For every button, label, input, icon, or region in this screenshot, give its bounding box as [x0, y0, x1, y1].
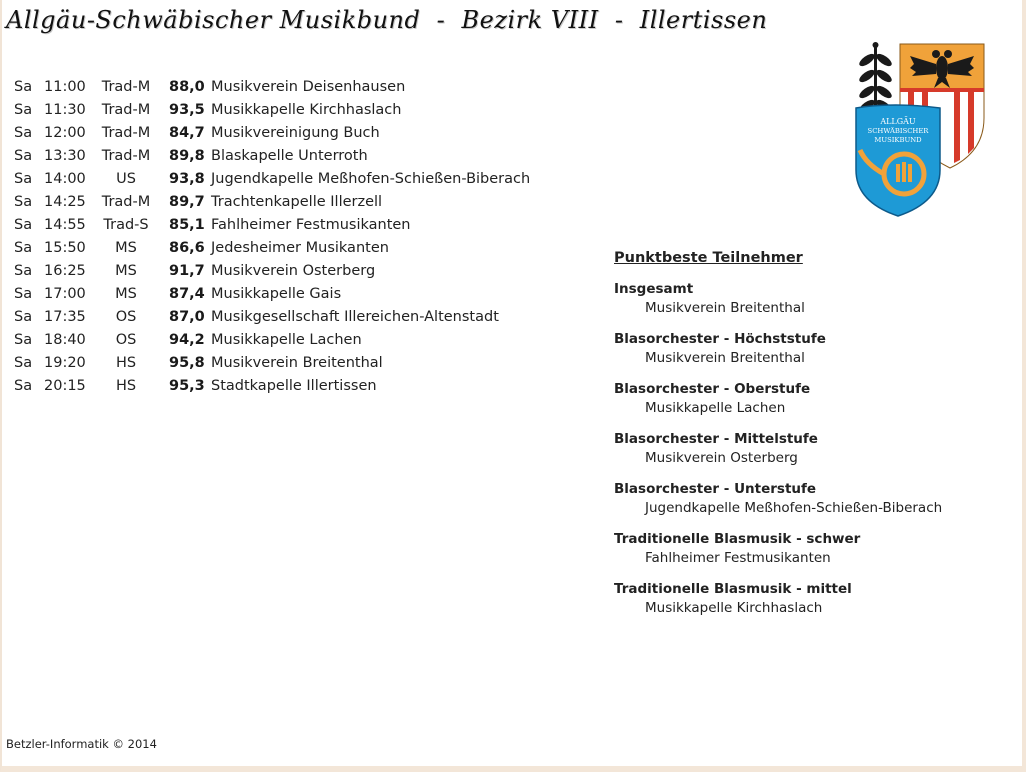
time: 20:15 [44, 378, 86, 394]
category-block [614, 580, 1014, 618]
category-name: Insgesamt [614, 281, 694, 297]
score: 95,8 [169, 355, 205, 371]
band-name: Musikverein Osterberg [211, 263, 376, 279]
day: Sa [14, 378, 33, 394]
time: 19:20 [44, 355, 86, 371]
logo-text: MUSIKBUND [874, 136, 922, 144]
band-name: Musikkapelle Gais [211, 286, 342, 302]
class: Trad-M [101, 79, 151, 95]
class: HS [115, 355, 137, 371]
category-winner: Musikverein Osterberg [645, 450, 798, 466]
score: 87,4 [169, 286, 205, 302]
category-name: Blasorchester - Unterstufe [614, 481, 817, 497]
class: MS [115, 286, 137, 302]
class: MS [115, 263, 137, 279]
category-winner: Musikverein Breitenthal [645, 300, 805, 316]
score: 89,7 [169, 194, 205, 210]
band-name: Stadtkapelle Illertissen [211, 378, 377, 394]
category-winner: Jugendkapelle Meßhofen-Schießen-Biberach [645, 500, 943, 516]
band-name: Musikkapelle Lachen [211, 332, 362, 348]
category-block [614, 530, 1014, 568]
footer-copyright: Betzler-Informatik © 2014 [6, 737, 157, 751]
day: Sa [14, 171, 33, 187]
time: 16:25 [44, 263, 86, 279]
band-name: Musikverein Deisenhausen [211, 79, 406, 95]
class: Trad-M [101, 125, 151, 141]
class: OS [115, 309, 137, 325]
day: Sa [14, 332, 33, 348]
score: 91,7 [169, 263, 205, 279]
score: 86,6 [169, 240, 205, 256]
time: 11:00 [44, 79, 86, 95]
category-name: Blasorchester - Höchststufe [614, 331, 826, 347]
band-name: Musikgesellschaft Illereichen-Altenstadt [211, 309, 499, 325]
time: 14:55 [44, 217, 86, 233]
band-name: Musikvereinigung Buch [211, 125, 380, 141]
time: 18:40 [44, 332, 86, 348]
time: 11:30 [44, 102, 86, 118]
band-name: Musikverein Breitenthal [211, 355, 383, 371]
best-participants-panel [614, 250, 1014, 630]
time: 14:00 [44, 171, 86, 187]
page-title: Allgäu-Schwäbischer Musikbund - Bezirk VIII - Illertissen [6, 6, 768, 34]
logo-text: SCHWÄBISCHER [867, 127, 929, 135]
day: Sa [14, 125, 33, 141]
day: Sa [14, 217, 33, 233]
time: 13:30 [44, 148, 86, 164]
best-participants-title: Punktbeste Teilnehmer [614, 250, 803, 266]
day: Sa [14, 148, 33, 164]
category-block [614, 280, 1014, 318]
day: Sa [14, 240, 33, 256]
time: 17:00 [44, 286, 86, 302]
organ-pipes-icon [896, 162, 912, 182]
score: 87,0 [169, 309, 205, 325]
category-winner: Musikkapelle Kirchhaslach [645, 600, 823, 616]
logo-text: ALLGÄU [880, 117, 916, 126]
score: 94,2 [169, 332, 205, 348]
category-block [614, 330, 1014, 368]
band-name: Musikkapelle Kirchhaslach [211, 102, 402, 118]
score: 93,8 [169, 171, 205, 187]
score: 85,1 [169, 217, 205, 233]
class: Trad-M [101, 102, 151, 118]
category-block [614, 430, 1014, 468]
day: Sa [14, 286, 33, 302]
score: 84,7 [169, 125, 205, 141]
day: Sa [14, 194, 33, 210]
time: 14:25 [44, 194, 86, 210]
class: MS [115, 240, 137, 256]
class: Trad-M [101, 194, 151, 210]
day: Sa [14, 79, 33, 95]
band-name: Trachtenkapelle Illerzell [211, 194, 383, 210]
category-winner: Musikverein Breitenthal [645, 350, 805, 366]
category-winner: Fahlheimer Festmusikanten [645, 550, 831, 566]
day: Sa [14, 263, 33, 279]
score: 89,8 [169, 148, 205, 164]
category-block [614, 480, 1014, 518]
category-name: Blasorchester - Oberstufe [614, 381, 811, 397]
time: 12:00 [44, 125, 86, 141]
band-name: Blaskapelle Unterroth [211, 148, 368, 164]
category-winner: Musikkapelle Lachen [645, 400, 786, 416]
class: OS [115, 332, 137, 348]
score: 88,0 [169, 79, 205, 95]
band-name: Fahlheimer Festmusikanten [211, 217, 411, 233]
band-name: Jedesheimer Musikanten [211, 240, 389, 256]
day: Sa [14, 309, 33, 325]
class: US [116, 171, 136, 187]
category-block [614, 380, 1014, 418]
class: Trad-S [103, 217, 149, 233]
category-name: Blasorchester - Mittelstufe [614, 431, 818, 447]
score: 93,5 [169, 102, 205, 118]
band-name: Jugendkapelle Meßhofen-Schießen-Biberach [211, 171, 531, 187]
category-name: Traditionelle Blasmusik - mittel [614, 581, 852, 597]
musikbund-crest-logo [854, 42, 988, 218]
class: Trad-M [101, 148, 151, 164]
time: 15:50 [44, 240, 86, 256]
class: HS [115, 378, 137, 394]
score: 95,3 [169, 378, 205, 394]
day: Sa [14, 355, 33, 371]
time: 17:35 [44, 309, 86, 325]
day: Sa [14, 102, 33, 118]
category-name: Traditionelle Blasmusik - schwer [614, 531, 861, 547]
